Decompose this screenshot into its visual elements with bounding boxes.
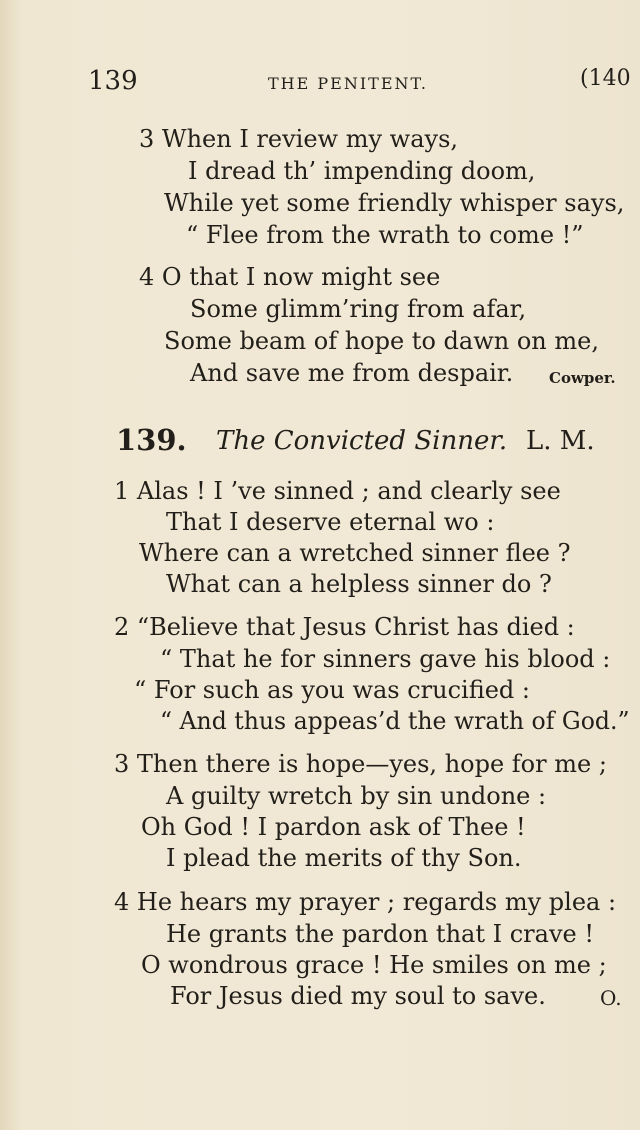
verse-line: Where can a wretched sinner flee ? (139, 539, 571, 567)
verse-line: 3 Then there is hope—yes, hope for me ; (114, 750, 607, 778)
verse-line: 2 “Believe that Jesus Christ has died : (114, 613, 575, 641)
verse-line: Some glimm’ring from afar, (190, 295, 527, 323)
verse-line: Oh God ! I pardon ask of Thee ! (141, 813, 526, 841)
hymn-meter: L. M. (526, 426, 595, 456)
verse-line: For Jesus died my soul to save. (170, 982, 546, 1010)
hymn-title: The Convicted Sinner. (216, 426, 508, 456)
verse-line: A guilty wretch by sin undone : (166, 782, 547, 810)
running-title: THE PENITENT. (268, 74, 428, 93)
verse-line: While yet some friendly whisper says, (164, 189, 625, 217)
verse-line: 1 Alas ! I ’ve sinned ; and clearly see (114, 477, 561, 505)
page-number: 139 (88, 66, 138, 96)
right-page-mark: (140 (580, 66, 631, 91)
verse-line: 3 When I review my ways, (139, 125, 459, 153)
verse-line: 4 O that I now might see (139, 263, 441, 291)
verse-line: “ Flee from the wrath to come !” (186, 221, 584, 249)
verse-line: 4 He hears my prayer ; regards my plea : (114, 888, 617, 916)
verse-line: O wondrous grace ! He smiles on me ; (141, 951, 607, 979)
verse-line: “ And thus appeas’d the wrath of God.” (160, 707, 630, 735)
verse-line: Some beam of hope to dawn on me, (164, 327, 599, 355)
verse-line: “ For such as you was crucified : (134, 676, 531, 704)
hymn-number: 139. (116, 423, 187, 457)
verse-line: I plead the merits of thy Son. (166, 844, 522, 872)
verse-line: He grants the pardon that I crave ! (166, 920, 594, 948)
verse-line: What can a helpless sinner do ? (166, 570, 552, 598)
end-mark: O. (600, 986, 622, 1010)
verse-line: I dread th’ impending doom, (188, 157, 536, 185)
verse-line: That I deserve eternal wo : (166, 508, 495, 536)
verse-line: “ That he for sinners gave his blood : (160, 645, 611, 673)
author-attribution: Cowper. (549, 369, 616, 387)
verse-line: And save me from despair. (190, 359, 514, 387)
